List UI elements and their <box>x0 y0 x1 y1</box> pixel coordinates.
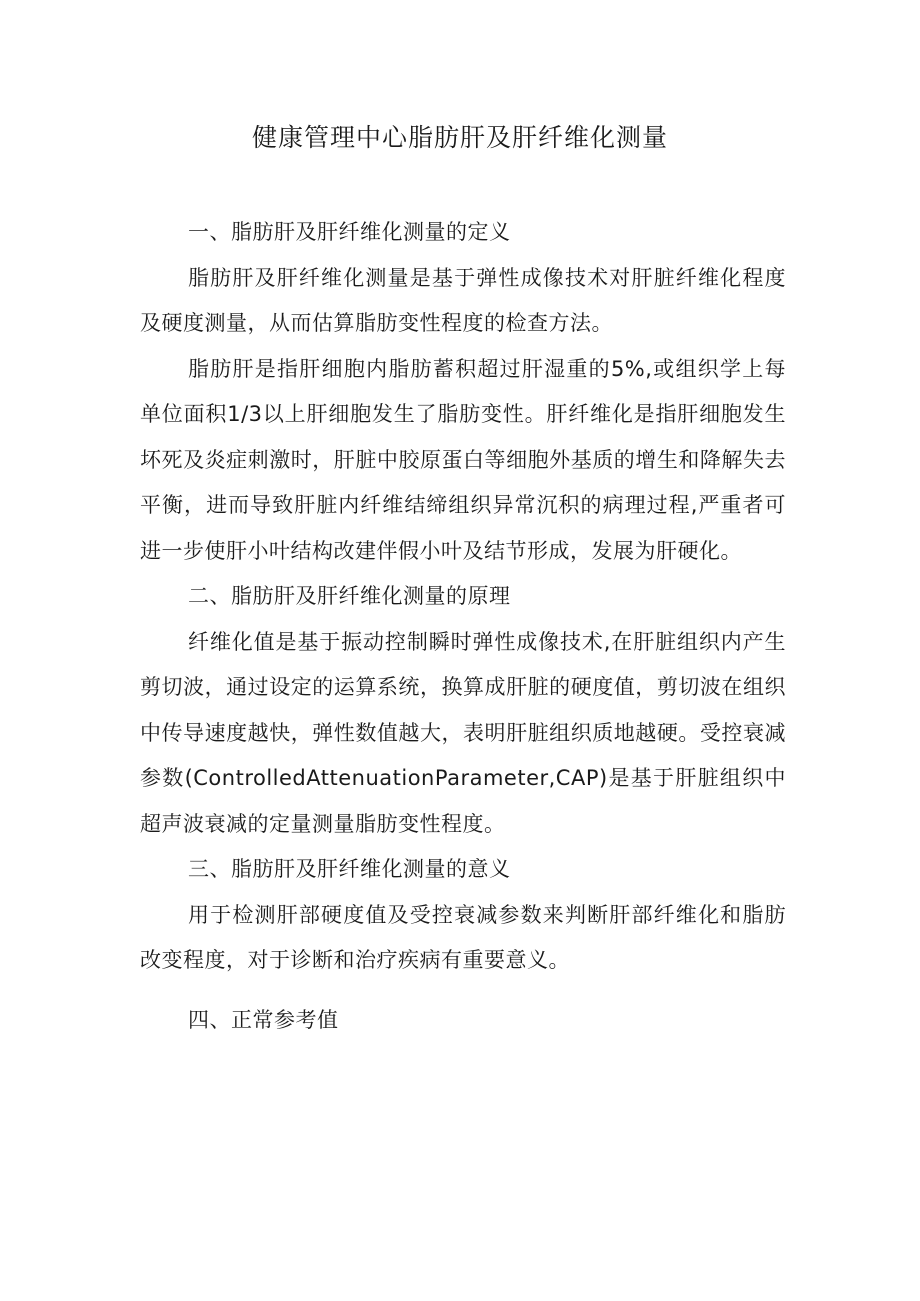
document-body <box>140 210 786 1043</box>
section-heading-significance: 三、脂肪肝及肝纤维化测量的意义 <box>188 857 511 881</box>
section-heading-principle: 二、脂肪肝及肝纤维化测量的原理 <box>188 584 511 608</box>
paragraph-significance: 用于检测肝部硬度值及受控衰减参数来判断肝部纤维化和脂肪改变程度，对于诊断和治疗疾病有重要意义。 <box>140 902 786 972</box>
section-heading-definition: 一、脂肪肝及肝纤维化测量的定义 <box>188 220 511 244</box>
paragraph-principle: 纤维化值是基于振动控制瞬时弹性成像技术,在肝脏组织内产生剪切波，通过设定的运算系统，换算成肝脏的硬度值，剪切波在组织中传导速度越快，弹性数值越大，表明肝脏组织质地越硬。受控衰减参数(ControlledAttenuationParameter,CAP)是基于肝脏组织中超声波衰减的定量测量脂肪变性程度。 <box>140 629 786 836</box>
section-heading-reference-values: 四、正常参考值 <box>188 1007 339 1032</box>
paragraph-fatty-liver-fibrosis: 脂肪肝是指肝细胞内脂肪蓄积超过肝湿重的5%,或组织学上每单位面积1/3以上肝细胞发生了脂肪变性。肝纤维化是指肝细胞发生坏死及炎症刺激时，肝脏中胶原蛋白等细胞外基质的增生和降解失去平衡，进而导致肝脏内纤维结缔组织异常沉积的病理过程,严重者可进一步使肝小叶结构改建伴假小叶及结节形成，发展为肝硬化。 <box>140 356 786 563</box>
document-title: 健康管理中心脂肪肝及肝纤维化测量 <box>251 123 668 152</box>
paragraph-definition: 脂肪肝及肝纤维化测量是基于弹性成像技术对肝脏纤维化程度及硬度测量，从而估算脂肪变性程度的检查方法。 <box>140 265 786 335</box>
